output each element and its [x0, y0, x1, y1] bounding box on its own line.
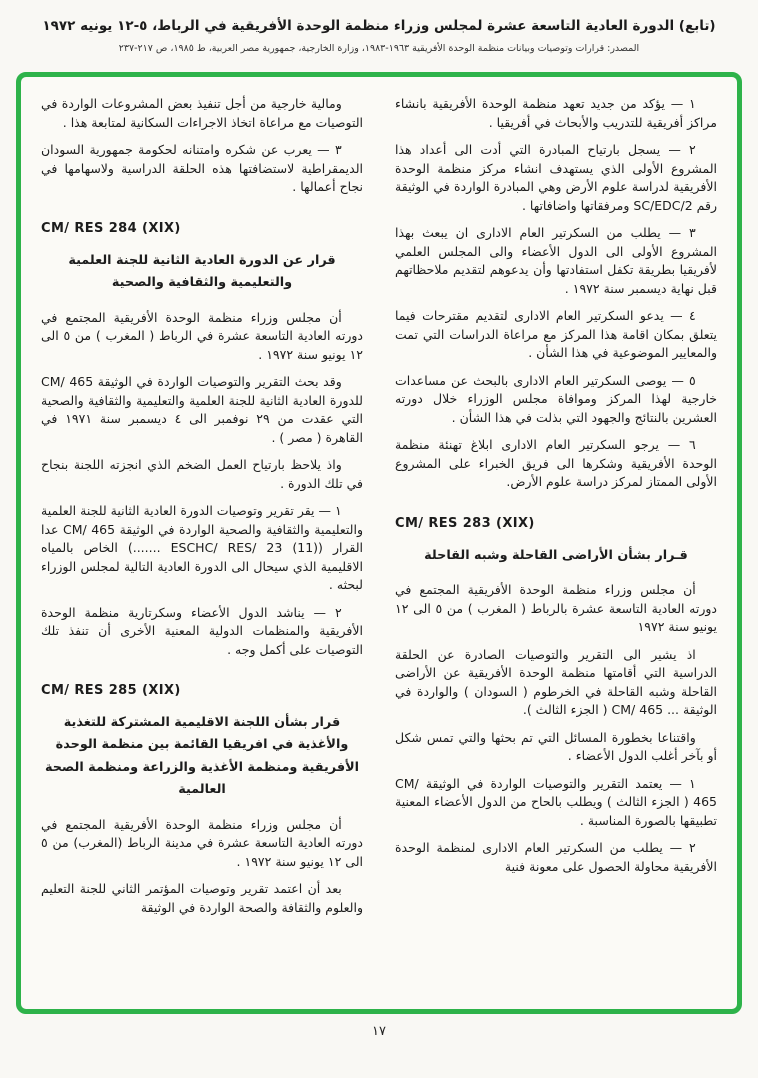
res283-clause-2: ٢ — يطلب من السكرتير العام الادارى لمنظمة الوحدة الأفريقية محاولة الحصول على معونة فنية [395, 840, 717, 874]
column-left [41, 95, 363, 995]
res282-clause-1: ١ — يؤكد من جديد تعهد منظمة الوحدة الأفريقية بانشاء مراكز أفريقية للتدريب والأبحاث في أفريقيا . [395, 96, 717, 130]
res-284-code: CM/ RES 284 (XIX) [41, 220, 181, 236]
res283-preamble-2: اذ يشير الى التقرير والتوصيات الصادرة عن الحلقة الدراسية التي أقامتها منظمة الوحدة الأفريقية عن الأراضى القاحلة وشبه القاحلة في الخرطوم ( السودان ) والواردة في الوثيقة ... CM/ 465 ( الجزء الثالث ). [395, 646, 717, 718]
res282-clause-5: ٥ — يوصى السكرتير العام الادارى بالبحث عن مساعدات خارجية لهذا المركز وموافاة مجلس الوزراء خلال دورته العشرين بالنتائج والجهود التي بذلت في هذا الشأن . [395, 372, 717, 425]
res284-clause-2: ٢ — يناشد الدول الأعضاء وسكرتارية منظمة الوحدة الأفريقية والمنظمات الدولية المعنية الأخرى أن تنفذ تلك التوصيات على أكمل وجه . [41, 604, 363, 657]
res282-clause-2: ٢ — يسجل بارتياح المبادرة التي أدت الى أعداد هذا المشروع الأولى الذي يستهدف انشاء مركز منظمة الوحدة الأفريقية لدراسة علوم الأرض وهي المبادرة الواردة في الوثيقة رقم SC/EDC/2 ومرفقاتها واضافاتها . [395, 142, 717, 213]
res282-clause-6: ٦ — يرجو السكرتير العام الادارى ابلاغ تهنئة منظمة الوحدة الأفريقية وشكرها الى فريق الخبراء على المشروع الأولى الممتاز لمركز دراسة علوم الأرض. [395, 437, 717, 490]
res-285-title: قرار بشأن اللجنة الاقليمية المشتركة للتغذية والأغذية في افريقيا القائمة بين منظمة الوحدة الأفريقية ومنظمة الأغذية والزراعة ومنظمة الصحة العالمية [44, 715, 360, 798]
content-frame [16, 72, 742, 1014]
res282-clause-3: ٣ — يطلب من السكرتير العام الادارى ان يبعث بهذا المشروع الأولى الى الدول الأعضاء والى المجلس العلمي لأفريقيا بطريقة تكفل استفادتها وأن يدعوهم لتقديم ملاحظاتهم قبل نهاية ديسمبر سنة ١٩٧٢ . [395, 225, 717, 296]
res283-preamble-1: أن مجلس وزراء منظمة الوحدة الأفريقية المجتمع في دورته العادية التاسعة عشرة بالرباط ( المغرب ) من ٥ الى ١٢ يونيو سنة ١٩٧٢ [395, 582, 717, 635]
res-283-title: قـرار بشأن الأراضى القاحلة وشبه القاحلة [424, 547, 688, 563]
res283-clause-2-continued: ومالية خارجية من أجل تنفيذ بعض المشروعات الواردة في التوصيات مع مراعاة اتخاذ الاجراءات السكانية لمتابعة هذا . [41, 96, 363, 130]
document-header [0, 0, 758, 54]
res-283-code: CM/ RES 283 (XIX) [395, 515, 535, 531]
res-284-title: قرار عن الدورة العادية الثانية للجنة العلمية والتعليمية والثقافية والصحية [68, 252, 336, 291]
res283-clause-3: ٣ — يعرب عن شكره وامتنانه لحكومة جمهورية السودان الديمقراطية لاستضافتها هذه الحلقة الدراسية ولاسهامها في نجاح أعمالها . [41, 142, 363, 195]
res283-clause-1: ١ — يعتمد التقرير والتوصيات الواردة في الوثيقة CM/ 465 ( الجزء الثالث ) ويطلب بالحاح من الدول الأعضاء المعنية تطبيقها بالصورة المناسبة . [395, 775, 717, 828]
res284-preamble-3: واذ يلاحظ بارتياح العمل الضخم الذي انجزته اللجنة بنجاح في تلك الدورة . [41, 457, 363, 491]
res284-preamble-1: أن مجلس وزراء منظمة الوحدة الأفريقية المجتمع في دورته العادية التاسعة عشرة في الرباط ( المغرب ) من ٥ الى ١٢ يونيو سنة ١٩٧٢ . [41, 309, 363, 362]
header-title: (تابع) الدورة العادية التاسعة عشرة لمجلس وزراء منظمة الوحدة الأفريقية في الرباط، ٥-١٢ يونيه ١٩٧٢ [42, 18, 716, 34]
page-number: ١٧ [372, 1024, 386, 1040]
res282-clause-4: ٤ — يدعو السكرتير العام الادارى لتقديم مقترحات فيما يتعلق بمكان اقامة هذا المركز مع مراعاة الدراسات التي تمت والمعايير الموضوعية في هذا الشأن . [395, 308, 717, 361]
res-285-code: CM/ RES 285 (XIX) [41, 683, 181, 699]
two-column-layout [41, 95, 717, 995]
res284-preamble-2: وقد بحث التقرير والتوصيات الواردة في الوثيقة CM/ 465 للدورة العادية الثانية للجنة العلمية والتعليمية والثقافية والصحية التي عقدت من ٢٩ نوفمبر الى ٤ ديسمبر سنة ١٩٧١ في القاهرة ( مصر ) . [41, 374, 363, 445]
res283-preamble-3: واقتناعا بخطورة المسائل التي تم بحثها والتي تمس شكل أو بآخر أغلب الدول الأعضاء . [395, 729, 717, 764]
column-right [395, 95, 717, 995]
header-source: المصدر: قرارات وتوصيات وبيانات منظمة الوحدة الأفريقية ١٩٦٣-١٩٨٣، وزارة الخارجية، جمهورية مصر العربية، ط ١٩٨٥، ص ٢١٧-٢٣٧ [118, 43, 640, 55]
res285-preamble-1: أن مجلس وزراء منظمة الوحدة الأفريقية المجتمع في دورته العادية التاسعة عشرة في مدينة الرباط (المغرب) من ٥ الى ١٢ يونيو سنة ١٩٧٢ . [41, 816, 363, 869]
res284-clause-1: ١ — يقر تقرير وتوصيات الدورة العادية الثانية للجنة العلمية والتعليمية والثقافية والصحية الواردة في الوثيقة CM/ 465 عدا القرار (ESCHC/ RES/ 23 (11) .......) الخاص بالمياه الاقليمية الذي سيحال الى الدورة العادية التالية لمجلس الوزراء لبحثه . [41, 503, 363, 593]
res285-preamble-2: بعد أن اعتمد تقرير وتوصيات المؤتمر الثاني للجنة التعليم والعلوم والثقافة والصحة الواردة في الوثيقة [41, 881, 363, 915]
